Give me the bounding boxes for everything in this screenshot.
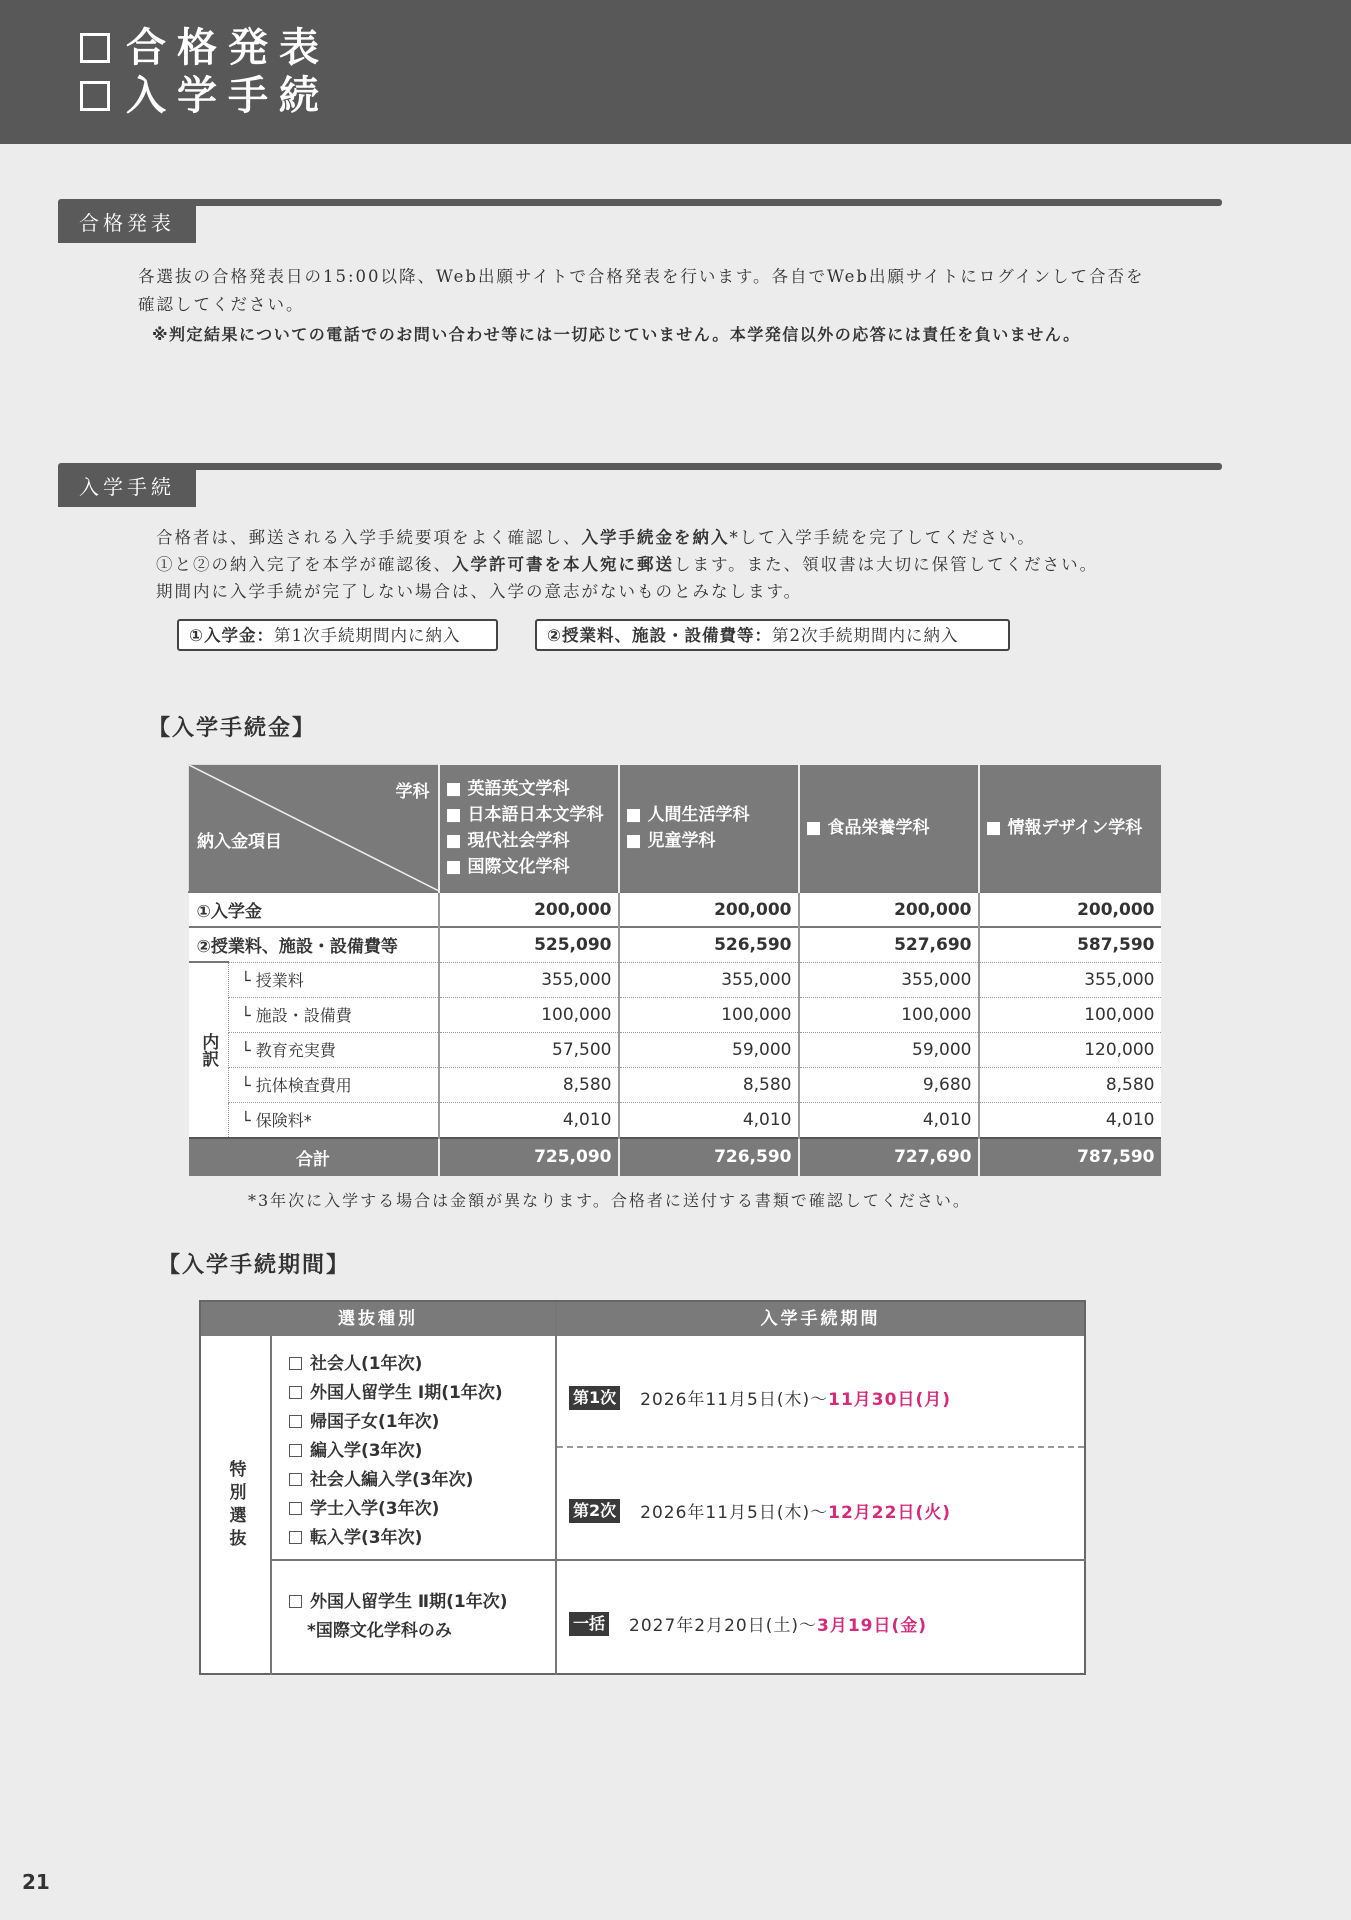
fee-header-row (189, 765, 1161, 893)
category-item: 帰国子女(1年次) (289, 1408, 503, 1437)
enrollment-text-2: ①と②の納入完了を本学が確認後、入学許可書を本人宛に郵送します。また、領収書は大切に保管してください。 (156, 555, 1099, 574)
fee-row-education: └ 教育充実費 57,500 59,000 59,000 120,000 (189, 1032, 1161, 1067)
breakdown-label: 内訳 (189, 962, 229, 1138)
fee-table (188, 764, 1161, 1176)
period-badge: 第2次 (569, 1499, 620, 1523)
fee-row-antibody: └ 抗体検査費用 8,580 8,580 9,680 8,580 (189, 1067, 1161, 1102)
category-item: 学士入学(3年次) (289, 1495, 503, 1524)
category-note: *国際文化学科のみ (307, 1621, 452, 1641)
dept-col-3: ■ 食品栄養学科 (799, 765, 979, 893)
dept-col-1: ■ 英語英文学科 ■ 日本語日本文学科 ■ 現代社会学科 ■ 国際文化学科 (439, 765, 619, 893)
period-col-header-type: 選抜種別 (201, 1302, 555, 1336)
announcement-text-2: 確認してください。 (138, 295, 305, 314)
category-item: 外国人留学生 Ⅰ期(1年次) (289, 1379, 503, 1408)
checkbox-icon (289, 1502, 302, 1515)
dept-col-2: ■ 人間生活学科 ■ 児童学科 (619, 765, 799, 893)
checkbox-icon (289, 1415, 302, 1428)
header-title-2: 入学手続 (80, 72, 330, 120)
checkbox-icon (289, 1595, 302, 1608)
payment-box-2: ②授業料、施設・設備費等：第2次手続期間内に納入 (535, 619, 1010, 651)
page-number: 21 (22, 1870, 50, 1894)
announcement-text-1: 各選抜の合格発表日の15:00以降、Web出願サイトで合格発表を行います。各自でWeb出願サイトにログインして合否を (138, 267, 1145, 286)
checkbox-icon (289, 1444, 302, 1457)
fee-row-tuition: 内訳 └ 授業料 355,000 355,000 355,000 355,000 (189, 962, 1161, 997)
payment-box-1: ①入学金：第1次手続期間内に納入 (177, 619, 498, 651)
fee-heading: 【入学手続金】 (148, 716, 317, 741)
checkbox-icon (289, 1473, 302, 1486)
period-row-1: 第1次 2026年11月5日(木)〜 11月30日(月) (569, 1385, 951, 1410)
section-title-enrollment: 入学手続 (58, 467, 196, 507)
special-selection-label: 特別選抜 (225, 1459, 246, 1552)
corner-label-item: 納入金項目 (197, 832, 282, 852)
period-col-header-period: 入学手続期間 (557, 1302, 1084, 1336)
checkbox-icon (289, 1531, 302, 1544)
category-item: 社会人(1年次) (289, 1350, 503, 1379)
period-badge: 第1次 (569, 1386, 620, 1410)
category-item: 社会人編入学(3年次) (289, 1466, 503, 1495)
category-item: 外国人留学生 Ⅱ期(1年次) (289, 1588, 507, 1617)
checkbox-icon (80, 81, 110, 111)
fee-row-tuition-total: ②授業料、施設・設備費等 525,090 526,590 527,690 587,590 (189, 927, 1161, 962)
fee-row-insurance: └ 保険料* 4,010 4,010 4,010 4,010 (189, 1102, 1161, 1138)
period-row-3: 一括 2027年2月20日(土)〜 3月19日(金) (569, 1611, 927, 1636)
section-rule (58, 199, 1222, 206)
fee-row-total: 合計 725,090 726,590 727,690 787,590 (189, 1138, 1161, 1176)
period-badge: 一括 (569, 1612, 609, 1636)
checkbox-icon (80, 33, 110, 63)
checkbox-icon (289, 1357, 302, 1370)
fee-row-facility: └ 施設・設備費 100,000 100,000 100,000 100,000 (189, 997, 1161, 1032)
column-divider (555, 1302, 557, 1675)
period-heading: 【入学手続期間】 (158, 1253, 351, 1278)
category-list-1 (289, 1350, 503, 1553)
category-item: 転入学(3年次) (289, 1524, 503, 1553)
fee-note: *3年次に入学する場合は金額が異なります。合格者に送付する書類で確認してください。 (248, 1191, 971, 1210)
fee-corner-cell (189, 765, 439, 893)
dashed-divider (557, 1446, 1084, 1448)
row-divider (270, 1559, 1086, 1561)
period-table (199, 1300, 1086, 1675)
fee-row-admission: ①入学金 200,000 200,000 200,000 200,000 (189, 892, 1161, 927)
section-rule (58, 463, 1222, 470)
checkbox-icon (289, 1386, 302, 1399)
category-list-2 (289, 1588, 507, 1646)
section-title-announcement: 合格発表 (58, 203, 196, 243)
header-title-1: 合格発表 (80, 24, 330, 72)
enrollment-text-3: 期間内に入学手続が完了しない場合は、入学の意志がないものとみなします。 (156, 582, 803, 601)
category-item: 編入学(3年次) (289, 1437, 503, 1466)
enrollment-text-1: 合格者は、郵送される入学手続要項をよく確認し、入学手続金を納入*して入学手続を完了してください。 (156, 528, 1036, 547)
announcement-note: ※判定結果についての電話でのお問い合わせ等には一切応じていません。本学発信以外の応答には責任を負いません。 (152, 325, 1081, 344)
period-row-2: 第2次 2026年11月5日(木)〜 12月22日(火) (569, 1498, 951, 1523)
dept-col-4: ■ 情報デザイン学科 (979, 765, 1161, 893)
corner-label-dept: 学科 (395, 782, 430, 802)
